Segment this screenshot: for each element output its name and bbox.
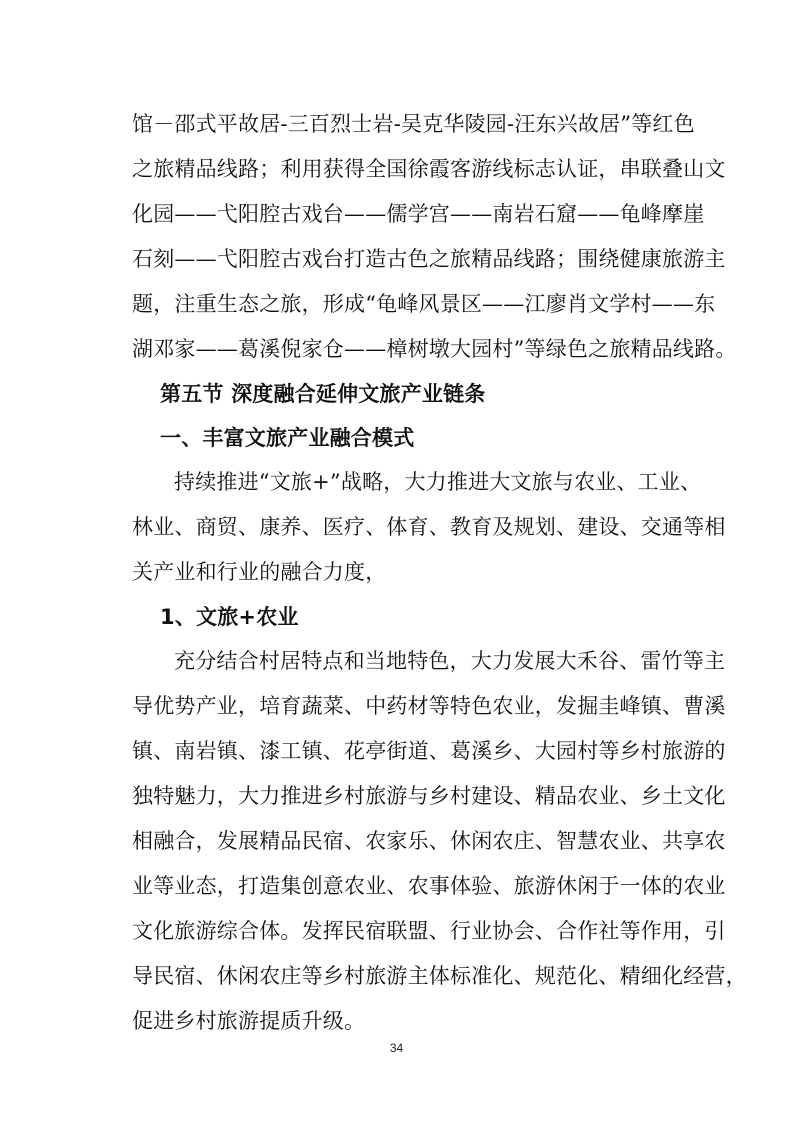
body-line: 相融合，发展精品民宿、农家乐、休闲农庄、智慧农业、共享农 xyxy=(132,829,726,853)
page-number: 34 xyxy=(389,1041,404,1055)
body-line: 馆－邵式平故居-三百烈士岩-吴克华陵园-汪东兴故居”等红色 xyxy=(132,112,695,136)
body-line: 导优势产业，培育蔬菜、中药材等特色农业，发掘圭峰镇、曹溪 xyxy=(132,694,726,718)
body-line: 石刻——弋阳腔古戏台打造古色之旅精品线路；围绕健康旅游主 xyxy=(132,247,726,271)
body-line: 持续推进“文旅+”战略，大力推进大文旅与农业、工业、 xyxy=(174,470,702,494)
body-line: 之旅精品线路；利用获得全国徐霞客游线标志认证，串联叠山文 xyxy=(132,157,726,181)
body-line: 关产业和行业的融合力度， xyxy=(132,560,387,584)
body-line: 充分结合村居特点和当地特色，大力发展大禾谷、雷竹等主 xyxy=(174,649,726,673)
subsection-title: 一、丰富文旅产业融合模式 xyxy=(160,426,415,450)
body-line: 独特魅力，大力推进乡村旅游与乡村建设、精品农业、乡土文化 xyxy=(132,784,726,808)
body-line: 林业、商贸、康养、医疗、体育、教育及规划、建设、交通等相 xyxy=(132,515,726,539)
body-line: 促进乡村旅游提质升级。 xyxy=(132,1009,366,1033)
body-line: 文化旅游综合体。发挥民宿联盟、行业协会、合作社等作用，引 xyxy=(132,919,726,943)
section-title: 第五节 深度融合延伸文旅产业链条 xyxy=(160,382,486,406)
body-line: 导民宿、休闲农庄等乡村旅游主体标准化、规范化、精细化经营， xyxy=(132,964,747,988)
body-line: 湖邓家——葛溪倪家仓——樟树墩大园村”等绿色之旅精品线路。 xyxy=(132,337,737,361)
body-line: 业等业态，打造集创意农业、农事体验、旅游休闲于一体的农业 xyxy=(132,874,726,898)
item-title: 1、文旅+农业 xyxy=(160,605,299,629)
body-line: 镇、南岩镇、漆工镇、花亭街道、葛溪乡、大园村等乡村旅游的 xyxy=(132,739,726,763)
body-line: 化园——弋阳腔古戏台——儒学宫——南岩石窟——龟峰摩崖 xyxy=(132,202,705,226)
body-line: 题，注重生态之旅，形成“龟峰风景区——江廖肖文学村——东 xyxy=(132,292,716,316)
